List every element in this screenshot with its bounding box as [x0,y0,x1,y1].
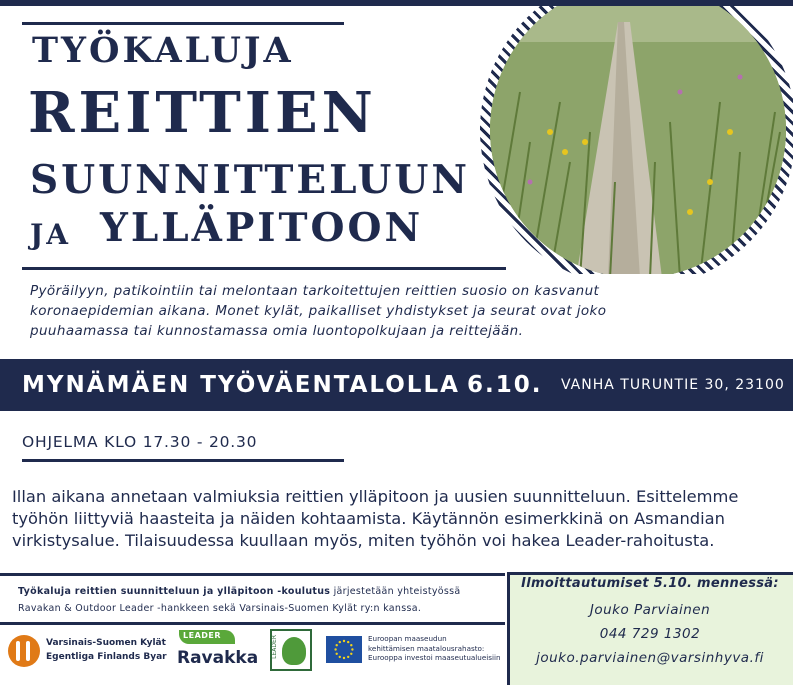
body-paragraph [12,486,738,552]
vsk-logo-icon [8,635,40,667]
vsk-logo-line-1: Varsinais-Suomen Kylät [46,638,166,648]
footer-divider [0,622,505,625]
title-line-2: REITTIEN [28,80,377,146]
title-rule-top [22,22,344,25]
title-line-1: TYÖKALUJA [32,30,294,71]
footer-note-line-2: Ravakan & Outdoor Leader -hankkeen sekä Varsinais-Suomen Kylät ry:n kanssa. [18,603,422,614]
intro-line: puuhaamassa tai kunnostamassa omia luontopolkujaan ja reittejään. [30,323,524,339]
intro-line: Pyöräilyyn, patikointiin tai melontaan tarkoitettujen reittien suosio on kasvanut [30,283,600,299]
body-line: virkistysalue. Tilaisuudessa kuullaan myös, miten työhön voi hakea Leader-rahoitusta. [12,531,715,550]
body-line: Illan aikana annetaan valmiuksia reittien ylläpitoon ja uusien suunnitteluun. Esittelemme [12,487,739,506]
boardwalk-illustration [490,6,786,274]
eu-fund-text [368,634,501,663]
ravakka-name: Ravakka [177,648,259,668]
footer-note-line-1 [18,583,498,600]
registration-title: Ilmoittautumiset 5.10. mennessä: [521,576,779,591]
title-line-3: SUUNNITTELUUN [30,157,471,203]
contact-name: Jouko Parviainen [589,602,711,618]
eu-fund-line: kehittämisen maatalousrahasto: [368,643,485,653]
footer-note-bold: Työkaluja reittien suunnitteluun ja ylläpitoon -koulutus [18,586,331,597]
eu-stars-icon [326,636,362,663]
program-time: OHJELMA KLO 17.30 - 20.30 [22,433,258,451]
contact-phone: 044 729 1302 [599,626,701,642]
ravakka-leader-tag: LEADER [183,631,222,640]
venue-address: VANHA TURUNTIE 30, 23100 [561,377,785,393]
leader-logo [270,629,312,671]
program-rule [22,459,344,462]
hero-photo [480,6,793,274]
title-line-4-big: YLLÄPITOON [100,205,424,251]
event-date: 6.10. [467,372,543,398]
footer-note-rest: järjestetään yhteistyössä [330,586,461,597]
body-line: työhön liittyviä haasteita ja näiden kohtaamista. Käytännön esimerkkinä on Asmandian [12,509,725,528]
footer-note [18,583,498,617]
title-line-4-small: JA [30,218,71,251]
intro-line: koronaepidemian aikana. Monet kylät, paikalliset yhdistykset ja seurat ovat joko [30,303,607,319]
eu-fund-line: Eurooppa investoi maaseutualueisiin [368,653,501,662]
eu-flag-icon [326,636,362,663]
leader-emblem-icon [282,637,306,665]
contact-email: jouko.parviainen@varsinhyva.fi [536,650,764,666]
title-rule-bottom [22,267,506,270]
leader-logo-tag: LEADER [271,635,278,659]
vsk-logo-line-2: Egentliga Finlands Byar [46,652,167,662]
eu-fund-line: Euroopan maaseudun [368,634,447,643]
ravakka-logo [177,630,257,674]
boardwalk-photo [490,6,786,274]
venue-name: MYNÄMÄEN TYÖVÄENTALOLLA [22,372,460,398]
varsinais-suomen-kylat-logo [8,633,168,673]
intro-paragraph [30,281,770,341]
